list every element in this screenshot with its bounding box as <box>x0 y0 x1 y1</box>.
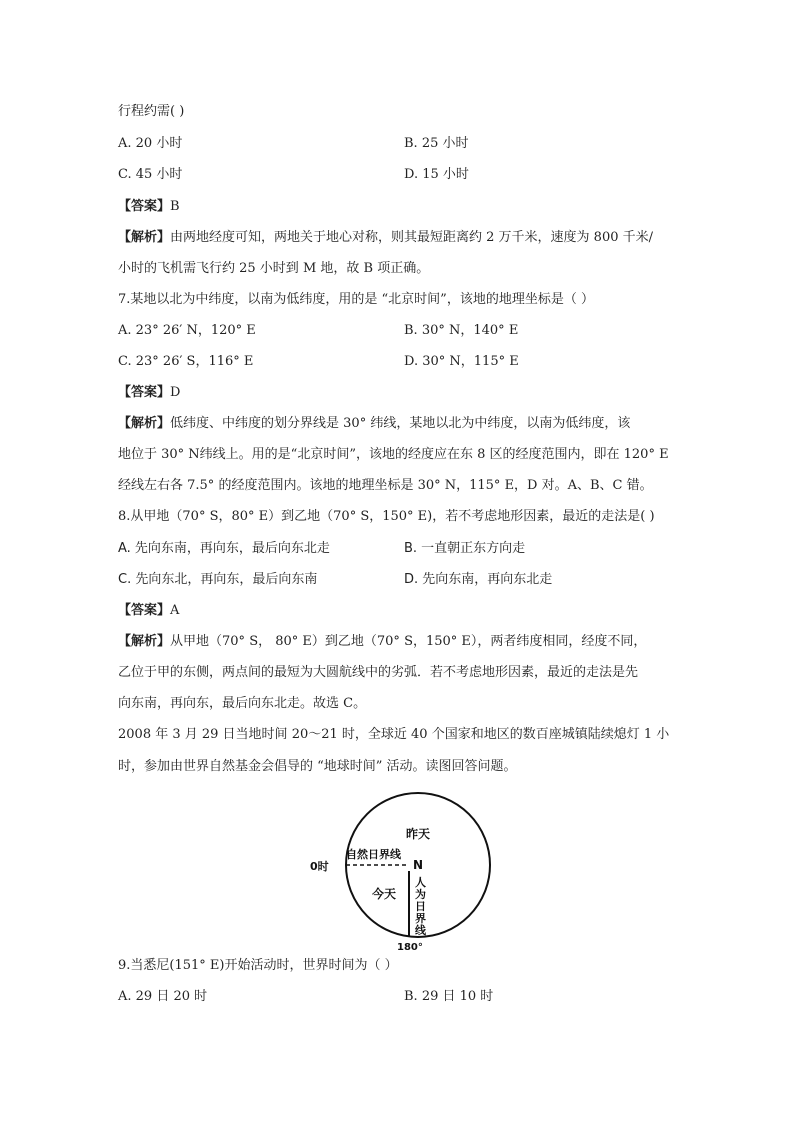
label-artificial-char-1: 人 <box>415 876 426 889</box>
answer-label: 【答案】 <box>118 199 171 214</box>
analysis-label: 【解析】 <box>118 230 171 245</box>
analysis-label: 【解析】 <box>118 634 171 649</box>
q9-stem: 9.当悉尼(151° E)开始活动时，世界时间为（ ） <box>118 958 398 973</box>
analysis-text: 由两地经度可知，两地关于地心对称，则其最短距离约 2 万千米，速度为 800 千米/ <box>170 230 654 245</box>
label-180: 180° <box>397 942 423 953</box>
q8-option-c: C. 先向东北，再向东，最后向东南 <box>118 572 318 587</box>
label-yesterday: 昨天 <box>406 827 431 841</box>
q7-analysis-line-2: 地位于 30° N纬线上。用的是“北京时间”，该地的经度应在东 8 区的经度范围内，即在 120° E <box>118 447 669 462</box>
analysis-text: 从甲地（70° S， 80° E）到乙地（70° S，150° E），两者纬度相同，经度不同， <box>170 634 647 649</box>
q6-option-d: D. 15 小时 <box>404 167 469 182</box>
analysis-label: 【解析】 <box>118 416 171 431</box>
label-artificial-char-4: 界 <box>415 912 426 925</box>
q9-option-a: A. 29 日 20 时 <box>118 989 208 1004</box>
q7-option-b: B. 30° N，140° E <box>404 323 519 338</box>
q9-option-b: B. 29 日 10 时 <box>404 989 494 1004</box>
label-north-pole: N <box>413 858 424 872</box>
date-line-diagram <box>306 786 526 956</box>
q6-answer <box>118 197 180 217</box>
q7-option-d: D. 30° N，115° E <box>404 354 519 369</box>
q6-option-b: B. 25 小时 <box>404 136 469 151</box>
label-artificial-char-5: 线 <box>415 924 426 937</box>
q8-analysis-line-3: 向东南，再向东，最后向东北走。故选 C。 <box>118 696 367 711</box>
q7-option-c: C. 23° 26′ S，116° E <box>118 354 254 369</box>
label-today: 今天 <box>372 887 397 901</box>
q8-analysis-line-1 <box>118 632 646 652</box>
q7-analysis-line-3: 经线左右各 7.5° 的经度范围内。该地的地理坐标是 30° N，115° E，D 对。A、B、C 错。 <box>118 478 653 493</box>
q8-answer <box>118 601 179 621</box>
q7-answer <box>118 383 180 403</box>
q6-analysis-line-2: 小时的飞机需飞行约 25 小时到 M 地，故 B 项正确。 <box>118 261 430 276</box>
answer-value: A <box>170 603 180 618</box>
label-artificial-char-3: 日 <box>415 900 426 913</box>
passage-line-1: 2008 年 3 月 29 日当地时间 20～21 时，全球近 40 个国家和地区的数百座城镇陆续熄灯 1 小 <box>118 727 670 742</box>
q8-analysis-line-2: 乙位于甲的东侧，两点间的最短为大圆航线中的劣弧．若不考虑地形因素，最近的走法是先 <box>118 665 639 680</box>
q7-stem: 7.某地以北为中纬度，以南为低纬度，用的是 “北京时间”，该地的地理坐标是（ ） <box>118 292 594 307</box>
answer-value: B <box>170 199 180 214</box>
passage-line-2: 时，参加由世界自然基金会倡导的 “地球时间” 活动。读图回答问题。 <box>118 759 517 774</box>
q6-stem-tail: 行程约需( ) <box>118 104 185 119</box>
q6-option-a: A. 20 小时 <box>118 136 183 151</box>
answer-value: D <box>170 385 181 400</box>
q7-analysis-line-1 <box>118 414 630 434</box>
q7-option-a: A. 23° 26′ N，120° E <box>118 323 256 338</box>
q6-analysis-line-1 <box>118 228 653 248</box>
q6-option-c: C. 45 小时 <box>118 167 183 182</box>
q8-option-a: A. 先向东南，再向东，最后向东北走 <box>118 541 330 556</box>
answer-label: 【答案】 <box>118 603 171 618</box>
analysis-text: 低纬度、中纬度的划分界线是 30° 纬线，某地以北为中纬度，以南为低纬度，该 <box>170 416 631 431</box>
label-natural-date-line: 自然日界线 <box>346 848 401 861</box>
answer-label: 【答案】 <box>118 385 171 400</box>
label-artificial-char-2: 为 <box>415 888 426 901</box>
label-0-hour: 0时 <box>310 860 329 873</box>
q8-option-d: D. 先向东南，再向东北走 <box>404 572 553 587</box>
q8-stem: 8.从甲地（70° S，80° E）到乙地（70° S，150° E)，若不考虑地形因素，最近的走法是( ) <box>118 509 655 524</box>
q8-option-b: B. 一直朝正东方向走 <box>404 541 526 556</box>
